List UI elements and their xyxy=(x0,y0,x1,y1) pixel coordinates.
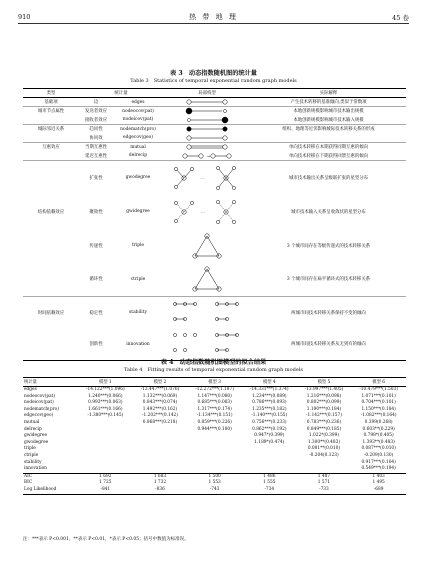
table3-row xyxy=(23,263,406,297)
table4-value-cell: 1.317***(0.174) xyxy=(197,406,232,412)
table3-config-cell xyxy=(163,134,251,143)
table4-value-cell xyxy=(297,460,352,467)
table4-stat-cell: Log Likelihood xyxy=(23,487,78,494)
table4-stat-cell: stability xyxy=(24,459,42,465)
table4-value-cell xyxy=(242,460,297,467)
table4-col-model: 模型 4 xyxy=(242,378,297,387)
table4-value-cell: 1.240***(0.066) xyxy=(88,393,123,399)
table3-header-row xyxy=(23,89,406,98)
table3-stat-zh-cell: 接收者效应 xyxy=(85,117,107,123)
table3-meaning-cell xyxy=(251,134,406,143)
table3-stat-zh-cell: 稳定性 xyxy=(79,297,113,329)
table4-row xyxy=(23,446,406,453)
svg-text:→: → xyxy=(207,153,211,159)
table4-value-cell: -1.202***(0.142) xyxy=(142,413,178,419)
table4-row xyxy=(23,427,406,434)
table4-row xyxy=(23,394,406,401)
table3-caption-en: Table 3 Statistics of temporal exponential random graph models xyxy=(130,78,297,84)
motif-diagram xyxy=(177,98,237,106)
table4-value-cell xyxy=(187,433,242,440)
table3-stat-en-cell: ctriple xyxy=(130,276,146,282)
motif-diagram xyxy=(177,152,237,160)
table4-stat-cell: BIC xyxy=(24,480,33,486)
table3-row xyxy=(23,152,406,161)
table4-value-cell: 1.147***(0.080) xyxy=(197,393,232,399)
table4-col-model: 模型 6 xyxy=(351,378,406,387)
table3-col-meaning: 实际解释 xyxy=(251,89,406,98)
table4-value-cell: -733 xyxy=(297,487,352,494)
table4-value-cell: 0.993***(0.063) xyxy=(88,400,123,406)
table4-value-cell: 1 732 xyxy=(153,480,167,486)
table3-type-cell xyxy=(23,229,79,263)
table3-stat-zh-cell: 延迟互惠性 xyxy=(85,153,107,159)
table4-value-cell: 1.022*(0.399) xyxy=(308,433,339,439)
table4-value-cell xyxy=(133,446,188,453)
table4-value-cell xyxy=(133,453,188,460)
table3-stat-en-cell: nodematch(pro) xyxy=(113,125,163,134)
table3-meaning-cell: 本地创新规模影响城市技术输入规模 xyxy=(293,117,364,123)
table3-config-cell xyxy=(163,116,251,125)
table3-config-cell xyxy=(163,229,251,263)
volume-label: 45 卷 xyxy=(392,14,409,22)
table4-value-cell: 1.150***(0.184) xyxy=(361,406,396,412)
table4-note: 注：***表示 P<0.001，**表示 P<0.01，*表示 P<0.05；括号中数值为标准误。 xyxy=(23,537,189,542)
table4-stat-cell: ctriple xyxy=(24,452,39,458)
table4-value-cell xyxy=(78,453,133,460)
table3-stat-zh-cell: 当期互惠性 xyxy=(79,143,113,152)
motif-diagram xyxy=(167,330,247,358)
table3-row xyxy=(23,134,406,143)
motif-diagram xyxy=(177,231,237,261)
table3-config-cell xyxy=(163,161,251,195)
table3-config-cell xyxy=(163,143,251,152)
table4-caption-en: Table 4 Fitting results of temporal exponential random graph models xyxy=(124,367,303,373)
table3-type-cell: 互惠效应 xyxy=(23,143,79,152)
table4-col-stat: 统计量 xyxy=(23,378,78,387)
table3-stat-en-cell: gwodegree xyxy=(113,161,163,195)
table3-row xyxy=(23,116,406,125)
table3-config-cell xyxy=(163,329,251,361)
table3-type-cell xyxy=(23,134,79,143)
table4-value-cell: 1.132***(0.069) xyxy=(142,393,178,399)
table4-stat-cell: innovation xyxy=(24,466,47,472)
table3-meaning-cell: 城市技术输出关系呈级联扩张的星型分布 xyxy=(251,161,406,195)
table3-caption-zh: 表 3 动态指数随机图的统计量 xyxy=(170,70,257,77)
table4-value-cell: 1.216***(0.098) xyxy=(306,393,342,399)
table4-value-cell xyxy=(78,433,133,440)
table4-value-cell: 0.786***(0.093) xyxy=(252,400,287,406)
table4-stat-cell: nodeicov(pat) xyxy=(24,400,54,406)
table3-stat-en-cell: innovation xyxy=(113,329,163,361)
table3-row xyxy=(23,161,406,195)
table4-value-cell xyxy=(242,446,297,453)
table4-value-cell: 0.849***(0.185) xyxy=(306,426,342,432)
table4-value-cell xyxy=(187,460,242,467)
table3-config-cell xyxy=(163,125,251,134)
table3-config-cell xyxy=(163,98,251,107)
table3-stat-en-cell: delrecip xyxy=(128,153,148,159)
table4-value-cell: -1.140***(0.155) xyxy=(251,413,288,419)
table4-value-cell: 1 692 xyxy=(78,473,133,480)
table4-value-cell: -13.997***(1.405) xyxy=(304,387,344,392)
table4-value-cell: -734 xyxy=(242,487,297,494)
table4-stat-cell: gwidegree xyxy=(24,433,47,439)
table3-stat-en-cell: nodeocov(pat) xyxy=(113,107,163,116)
table4-value-cell: 0.685***(0.083) xyxy=(197,400,232,406)
table4-stat-cell: delrecip xyxy=(24,426,42,432)
table4-row xyxy=(23,473,406,480)
table4-caption-zh: 表 4 动态指数随机图模型的拟合结果 xyxy=(160,359,267,366)
svg-text:···: ··· xyxy=(201,175,205,181)
table4-value-cell: 1 487 xyxy=(297,473,352,480)
table4-value-cell: -14.122***(1.096) xyxy=(86,387,125,392)
table4-value-cell xyxy=(242,466,297,473)
table4-value-cell: 0.756***(0.233) xyxy=(252,419,287,425)
table4-col-model: 模型 1 xyxy=(78,378,133,387)
svg-text:···: ··· xyxy=(201,209,205,215)
table3-row xyxy=(23,297,406,329)
table3-meaning-cell: 3 个城市间存在等级传递式的技术转移关系 xyxy=(286,243,371,249)
table4-value-cell: 0.947*(0.399) xyxy=(254,433,285,439)
table4-header-row xyxy=(23,378,406,387)
table3-stat-zh-cell: 创新性 xyxy=(79,329,113,361)
table3-meaning-cell: 产生技术转移的基准倾向,类似于常数项 xyxy=(290,100,367,105)
table4-value-cell: 1 725 xyxy=(99,480,112,486)
table4-value-cell xyxy=(78,466,133,473)
table4-row xyxy=(23,460,406,467)
table3-meaning-cell: 单向技术转移在下期获得回馈互惠的倾向 xyxy=(288,153,369,159)
table4-stat-cell: edgecov(geo) xyxy=(24,413,54,419)
page-header xyxy=(18,12,409,24)
table4-value-cell: 0.549***(0.194) xyxy=(361,466,396,472)
table4-value-cell: -1.134***(0.151) xyxy=(196,413,233,419)
motif-diagram xyxy=(177,116,237,124)
table4-value-cell: 1.190***(0.184) xyxy=(306,406,342,412)
table4-value-cell xyxy=(187,440,242,447)
table3-meaning-cell: 组织、地理等近邻影响城际技术转移关系的形成 xyxy=(251,125,406,134)
table3-config-cell xyxy=(163,152,251,161)
table4-value-cell xyxy=(187,466,242,473)
table3-config-cell xyxy=(163,263,251,297)
table4-stat-cell: triple xyxy=(24,446,36,452)
table4-value-cell xyxy=(78,460,133,467)
table4-value-cell xyxy=(297,466,352,473)
table3-stat-en-cell: mutual xyxy=(113,143,163,152)
table4-value-cell: -841 xyxy=(78,487,133,494)
motif-diagram xyxy=(177,134,237,142)
motif-diagram xyxy=(177,107,237,115)
table3-type-cell: 时间依赖效应 xyxy=(23,297,79,329)
table4-stat-cell: edges xyxy=(24,387,37,392)
table4-row xyxy=(23,400,406,407)
table4-value-cell: 0.087***(0.010) xyxy=(361,446,396,452)
table3-col-config: 局部构型 xyxy=(163,89,251,98)
table4-value-cell: 1 486 xyxy=(242,473,297,480)
motif-diagram xyxy=(172,163,242,193)
table3-meaning-cell: 本地创新规模影响城市技术输出规模 xyxy=(251,107,406,116)
table4-value-cell: 1 495 xyxy=(372,480,385,486)
table4-value-cell: -0.204(0.123) xyxy=(309,452,339,458)
table4-value-cell: 0.944***(0.180) xyxy=(197,426,232,432)
page-number: 910 xyxy=(18,13,31,21)
table4-value-cell: 1.492***(0.162) xyxy=(142,406,178,412)
table3-type-cell xyxy=(23,116,79,125)
table3-stat-en-cell: gwidegree xyxy=(126,209,150,214)
table4-value-cell: 1.235***(0.182) xyxy=(252,406,287,412)
table4-value-cell xyxy=(242,453,297,460)
table4-value-cell xyxy=(78,427,133,434)
table4-value-cell: -13.447***(1.076) xyxy=(140,387,180,392)
table4-value-cell: -12.272***(1.187) xyxy=(195,387,234,392)
table4-value-cell: 1.189*(0.474) xyxy=(254,439,285,445)
table3-stat-en-cell: edges xyxy=(131,99,145,105)
table3-meaning-cell: 城市技术输入关系呈收敛状的星型分布 xyxy=(291,209,366,215)
table4-value-cell xyxy=(133,427,188,434)
table4-row xyxy=(23,440,406,447)
table4-value-cell xyxy=(78,446,133,453)
table4-value-cell: 0.868***(0.218) xyxy=(142,419,178,425)
table4-value-cell xyxy=(133,466,188,473)
table3-stat-zh-cell: 扩张性 xyxy=(79,161,113,195)
table3-stat-en-cell: triple xyxy=(131,243,145,248)
table4-stat-cell: AIC xyxy=(23,473,78,480)
table3-row xyxy=(23,125,406,134)
table3-config-cell xyxy=(163,297,251,329)
journal-title: 热 带 地 理 xyxy=(189,13,238,21)
table4-value-cell: 1 683 xyxy=(133,473,188,480)
table3-row xyxy=(23,143,406,152)
table4-value-cell: 0.862***(0.192) xyxy=(252,426,287,432)
table4-value-cell xyxy=(78,440,133,447)
table3 xyxy=(23,88,406,361)
table4-value-cell: 0.798*(0.405) xyxy=(363,433,394,439)
table3-col-type: 类型 xyxy=(23,89,79,98)
table4-value-cell: 0.783***(0.236) xyxy=(306,419,342,425)
table3-row xyxy=(23,229,406,263)
table3-stat-zh-cell: 趋同性 xyxy=(79,125,113,134)
table4-row xyxy=(23,420,406,427)
table4-stat-cell: nodematch(pro) xyxy=(24,406,59,412)
table3-meaning-cell: 3 个城市间存在扁平循环式的技术转移关系 xyxy=(286,277,371,283)
table3-stat-zh-cell: 循环性 xyxy=(89,277,103,283)
table3-meaning-cell: 两城市间技术转移关系从无到有的倾向 xyxy=(251,329,406,361)
table3-type-cell: 城际邻近关系 xyxy=(23,125,79,134)
table4-value-cell: 1.393**(0.483) xyxy=(362,439,395,445)
table3-type-cell: 城市节点属性 xyxy=(23,107,79,116)
table4-value-cell: 1 403 xyxy=(351,473,406,480)
table4-value-cell: 1 555 xyxy=(263,480,276,486)
table4-row xyxy=(23,407,406,414)
table4-stat-cell: gwodegree xyxy=(24,439,49,445)
table4-col-model: 模型 5 xyxy=(297,378,352,387)
table4-row xyxy=(23,453,406,460)
table4-value-cell: 0.081**(0.010) xyxy=(307,446,341,452)
motif-diagram xyxy=(177,264,237,294)
table4-value-cell: -0.209(0.130) xyxy=(363,452,394,458)
table4-value-cell: 0.802***(0.099) xyxy=(306,400,342,406)
table4-value-cell: 0.917***(0.104) xyxy=(361,459,396,465)
table4-value-cell xyxy=(187,453,242,460)
table4-stat-cell: mutual xyxy=(24,419,40,425)
table3-stat-en-cell: stability xyxy=(113,297,163,329)
table4-value-cell: -1.380***(0.145) xyxy=(87,413,124,419)
table4-row xyxy=(23,413,406,420)
table4-value-cell xyxy=(78,420,133,427)
table4 xyxy=(23,377,406,495)
table3-stat-en-cell: nodeicov(pat) xyxy=(122,117,154,123)
table3-stat-zh-cell: 传递性 xyxy=(89,243,103,249)
table4-value-cell: 1 553 xyxy=(208,480,221,486)
table4-stat-cell: nodeocov(pat) xyxy=(24,393,56,399)
table4-value-cell xyxy=(133,460,188,467)
table4-value-cell: 0.843***(0.074) xyxy=(142,400,178,406)
table3-type-cell: 结构依赖效应 xyxy=(37,209,65,215)
motif-diagram xyxy=(172,197,242,227)
table4-value-cell: 1 571 xyxy=(317,480,331,486)
table4-value-cell: -689 xyxy=(351,487,406,494)
table4-row xyxy=(23,466,406,473)
table4-value-cell: 1.300**(0.483) xyxy=(307,439,341,445)
table4-value-cell: -10.479***(1.503) xyxy=(359,387,398,392)
motif-diagram xyxy=(177,143,237,151)
table3-row xyxy=(23,329,406,361)
table3-col-stat: 统计量 xyxy=(79,89,163,98)
table3-type-cell xyxy=(23,161,79,195)
table3-config-cell xyxy=(163,107,251,116)
table3-row xyxy=(23,195,406,229)
table4-row xyxy=(23,480,406,487)
table3-meaning-cell: 单向技术转移在本期获得同期互惠的倾向 xyxy=(251,143,406,152)
table4-value-cell: 1.661***(0.166) xyxy=(88,406,123,412)
table4-value-cell: 1.234***(0.089) xyxy=(252,393,287,399)
table4-value-cell xyxy=(133,433,188,440)
table4-value-cell: -836 xyxy=(133,487,188,494)
table4-value-cell: -1.082***(0.164) xyxy=(360,413,397,419)
table4-value-cell: 1 500 xyxy=(187,473,242,480)
table3-stat-zh-cell: 聚敛性 xyxy=(89,209,103,215)
table3-type-cell xyxy=(23,263,79,297)
table4-value-cell: 0.859***(0.226) xyxy=(197,419,232,425)
table3-stat-zh-cell: 协同效 xyxy=(89,135,103,141)
table4-col-model: 模型 2 xyxy=(133,378,188,387)
table4-value-cell: 0.704***(0.101) xyxy=(361,400,396,406)
table4-value-cell xyxy=(187,446,242,453)
table4-value-cell: 0.399(0.268) xyxy=(364,419,393,425)
table4-value-cell xyxy=(133,440,188,447)
table3-type-cell xyxy=(23,329,79,361)
motif-diagram xyxy=(177,125,237,133)
table3-type-cell xyxy=(23,152,79,161)
table4-row xyxy=(23,433,406,440)
table4-value-cell: -14.331***(1.374) xyxy=(250,387,289,392)
table4-row xyxy=(23,487,406,494)
table4-row xyxy=(23,387,406,394)
motif-diagram xyxy=(167,299,247,327)
table4-col-model: 模型 3 xyxy=(187,378,242,387)
table3-stat-zh-cell: 发送者效应 xyxy=(79,107,113,116)
table3-stat-zh-cell: 边 xyxy=(93,100,99,105)
table4-value-cell: 0.603**(0.229) xyxy=(362,426,395,432)
table3-meaning-cell: 两城市间技术转移关系保持不变的倾向 xyxy=(251,297,406,329)
table3-config-cell xyxy=(163,195,251,229)
table4-value-cell: 1.071***(0.101) xyxy=(361,393,396,399)
table3-stat-en-cell: edgecov(geo) xyxy=(123,135,153,141)
table3-row xyxy=(23,98,406,107)
table4-value-cell: -1.142***(0.157) xyxy=(306,413,342,419)
table4-value-cell: -743 xyxy=(187,487,242,494)
table3-row xyxy=(23,107,406,116)
table3-type-cell: 基础项 xyxy=(44,100,58,105)
